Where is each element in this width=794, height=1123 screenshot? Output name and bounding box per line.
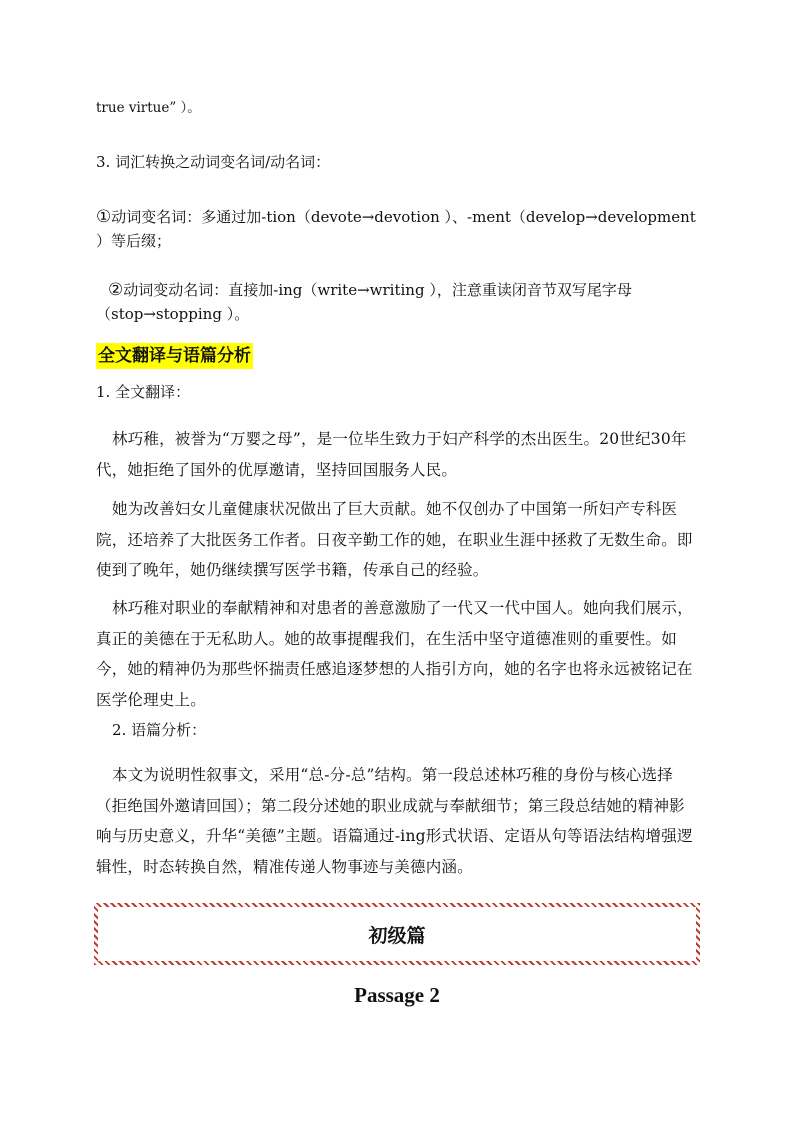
passage-title: Passage 2: [354, 983, 440, 1007]
banner-title: 初级篇: [98, 907, 696, 961]
section3-title: 3. 词汇转换之动词变名词/动名词：: [96, 153, 331, 171]
list-item-gerund-conversion: [96, 278, 696, 326]
level-banner: [94, 903, 700, 965]
translation-heading: 全文翻译与语篇分析: [96, 343, 253, 369]
list-item-noun-conversion: [96, 205, 700, 253]
translation-paragraph-1: 林巧稚，被誉为“万婴之母”，是一位毕生致力于妇产科学的杰出医生。20世纪30年代，她拒绝了国外的优厚邀请，坚持回国服务人民。: [96, 430, 687, 479]
analysis-paragraph: 本文为说明性叙事文，采用“总-分-总”结构。第一段总述林巧稚的身份与核心选择（拒绝国外邀请回国）；第二段分述她的职业成就与奉献细节；第三段总结她的精神影响与历史意义，升华“美德”主题。语篇通过-ing形式状语、定语从句等语法结构增强逻辑性，时态转换自然，精准传递人物事迹与美德内涵。: [96, 766, 693, 876]
list-item-text: 动词变动名词：直接加-ing（write→writing ），注意重读闭音节双写尾字母（stop→stopping ）。: [96, 281, 632, 323]
translation-paragraph-3: 林巧稚对职业的奉献精神和对患者的善意激励了一代又一代中国人。她向我们展示，真正的美德在于无私助人。她的故事提醒我们，在生活中坚守道德准则的重要性。如今，她的精神仍为那些怀揣责任感追逐梦想的人指引方向，她的名字也将永远被铭记在医学伦理史上。: [96, 599, 693, 709]
translation-paragraph-2: 她为改善妇女儿童健康状况做出了巨大贡献。她不仅创办了中国第一所妇产专科医院，还培养了大批医务工作者。日夜辛勤工作的她，在职业生涯中拯救了无数生命。即使到了晚年，她仍继续撰写医学书籍，传承自己的经验。: [96, 500, 693, 579]
list-item-text: 动词变名词：多通过加-tion（devote→devotion ）、-ment（develop→development ）等后缀；: [96, 208, 696, 250]
translation-label: 1. 全文翻译：: [96, 383, 191, 401]
analysis-label: 2. 语篇分析：: [112, 721, 207, 739]
circled-two-marker: ②: [108, 280, 124, 300]
top-fragment-text: true virtue” ）。: [96, 100, 201, 116]
circled-one-marker: ①: [96, 207, 112, 227]
